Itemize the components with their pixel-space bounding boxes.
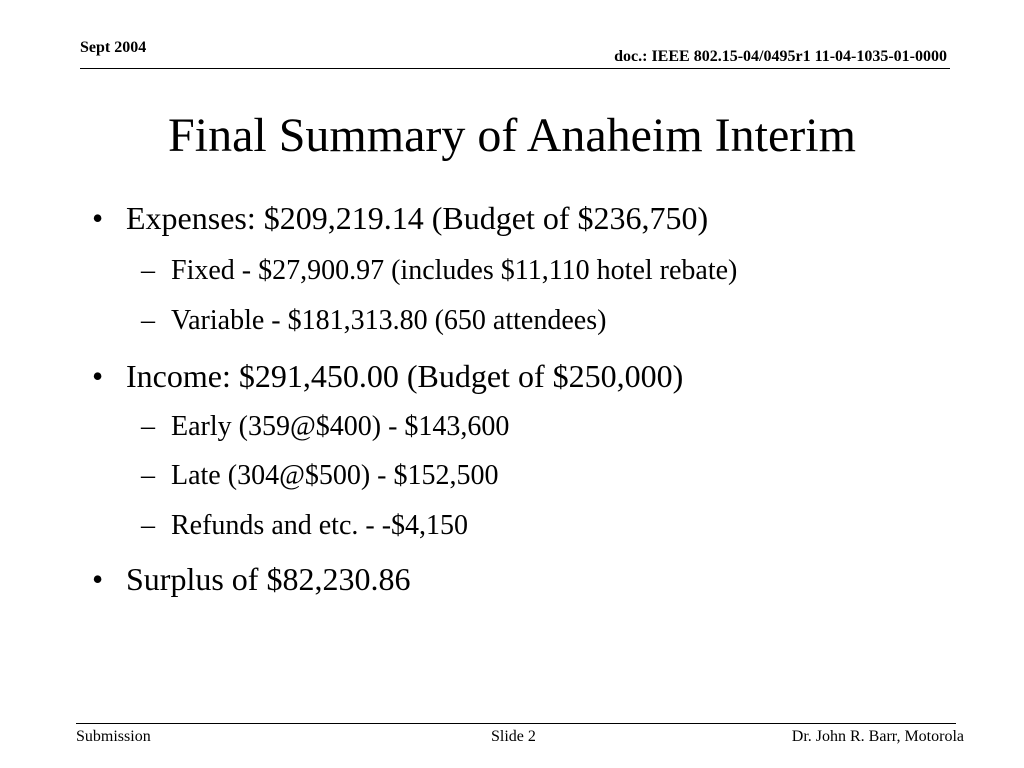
sub-bullet-late <box>141 460 499 491</box>
dash-marker: – <box>141 510 155 541</box>
dash-marker: – <box>141 255 155 286</box>
header-date: Sept 2004 <box>80 39 147 56</box>
footer-divider <box>76 723 956 724</box>
bullet-text: Expenses: $209,219.14 (Budget of $236,750) <box>126 200 709 236</box>
footer-slide-number: Slide 2 <box>491 728 536 745</box>
sub-bullet-fixed <box>141 255 738 286</box>
slide-title: Final Summary of Anaheim Interim <box>168 109 856 162</box>
bullet-marker: • <box>92 200 104 236</box>
footer-submission: Submission <box>76 728 151 745</box>
dash-marker: – <box>141 305 155 336</box>
bullet-text: Income: $291,450.00 (Budget of $250,000) <box>126 358 684 394</box>
bullet-marker: • <box>92 561 104 597</box>
header-document-id: doc.: IEEE 802.15-04/0495r1 11-04-1035-01-0000 <box>614 48 947 65</box>
footer-author: Dr. John R. Barr, Motorola <box>791 728 964 745</box>
sub-bullet-text: Early (359@$400) - $143,600 <box>171 411 510 442</box>
sub-bullet-text: Refunds and etc. - -$4,150 <box>171 510 469 541</box>
sub-bullet-text: Variable - $181,313.80 (650 attendees) <box>171 305 607 336</box>
bullet-surplus <box>92 561 411 597</box>
sub-bullet-variable <box>141 305 607 336</box>
bullet-expenses <box>92 200 709 236</box>
sub-bullet-text: Fixed - $27,900.97 (includes $11,110 hotel rebate) <box>171 255 738 286</box>
bullet-marker: • <box>92 358 104 394</box>
bullet-income <box>92 358 684 394</box>
bullet-text: Surplus of $82,230.86 <box>126 561 411 597</box>
dash-marker: – <box>141 460 155 491</box>
sub-bullet-refunds <box>141 510 469 541</box>
sub-bullet-text: Late (304@$500) - $152,500 <box>171 460 499 491</box>
sub-bullet-early <box>141 411 510 442</box>
dash-marker: – <box>141 411 155 442</box>
